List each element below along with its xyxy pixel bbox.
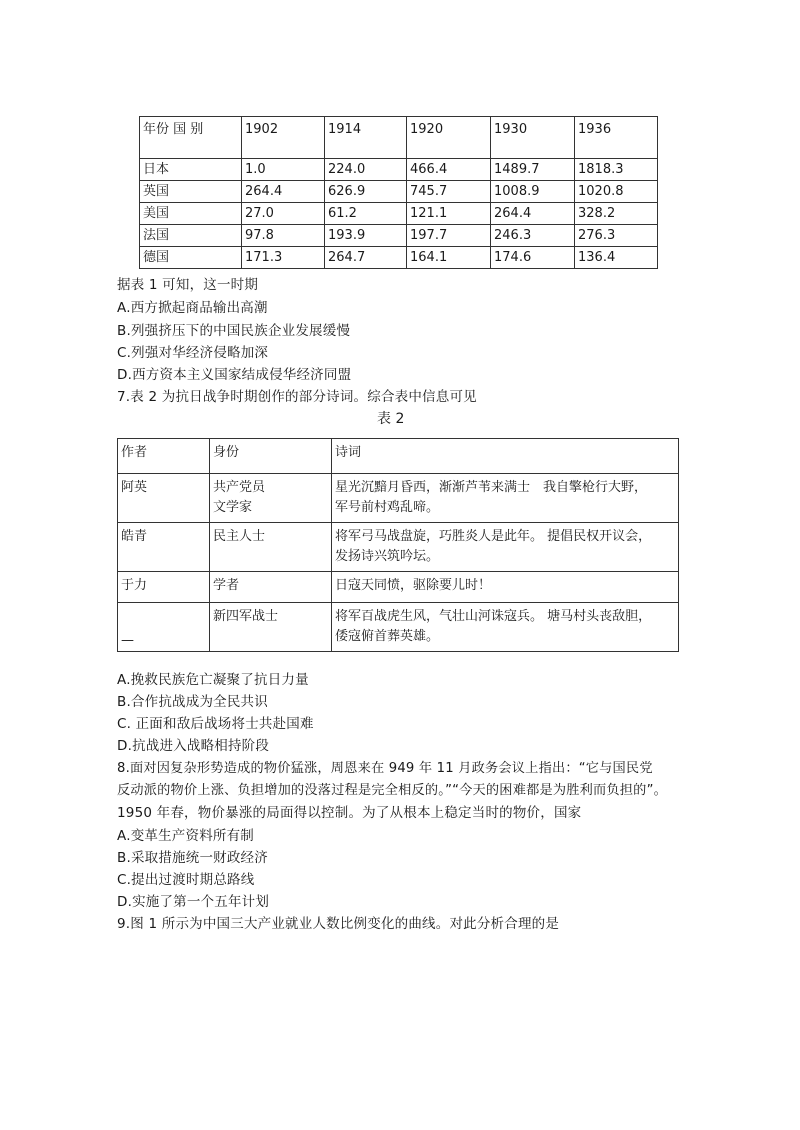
table-cell: 1818.3 [575, 159, 658, 181]
option-c: C.提出过渡时期总路线 [117, 872, 255, 888]
table-cell: 于力 [118, 572, 210, 603]
table-1-header-cell: 1930 [491, 117, 575, 159]
table-row [118, 523, 679, 572]
table-1-header-cell: 年份 国 别 [140, 117, 242, 159]
poem-line: 倭寇俯首葬英雄。 [335, 629, 440, 644]
table-2 [117, 438, 679, 652]
question-8-line: 8.面对因复杂形势造成的物价猛涨，周恩来在 949 年 11 月政务会议上指出：“它与国民党 [117, 761, 653, 776]
table-cell: 626.9 [325, 181, 407, 203]
table-1-header-cell: 1936 [575, 117, 658, 159]
question-8-line: 反动派的物价上涨、负担增加的没落过程是完全相反的。”“今天的困难都是为胜利而负担的”。 [117, 783, 667, 798]
table-cell: 276.3 [575, 225, 658, 247]
table-cell: 171.3 [242, 247, 325, 269]
table-1-header-cell: 1902 [242, 117, 325, 159]
table-cell: 745.7 [407, 181, 491, 203]
table-cell [210, 603, 332, 652]
option-d: D.实施了第一个五年计划 [117, 894, 270, 910]
option-a: A.西方掀起商品输出高潮 [117, 300, 268, 316]
table-row [118, 572, 679, 603]
poem-line: 军号前村鸡乱啼。 [335, 500, 440, 515]
table-row [140, 247, 658, 269]
table-2-header-cell: 作者 [118, 439, 210, 474]
table-1 [139, 116, 658, 269]
table-row [140, 203, 658, 225]
option-d: D.西方资本主义国家结成侵华经济同盟 [117, 367, 352, 383]
poem-line: 将军弓马战盘旋，巧胜炎人是此年。 提倡民权开议会， [335, 529, 652, 544]
table-cell: 136.4 [575, 247, 658, 269]
table-1-header-row [140, 117, 658, 159]
poem-line: 星光沉黯月昏西，渐渐芦苇来满士 我自擎枪行大野， [335, 480, 648, 495]
table-cell: 224.0 [325, 159, 407, 181]
table-cell: 1.0 [242, 159, 325, 181]
table-1-header-cell: 1914 [325, 117, 407, 159]
question-6-stem: 据表 1 可知，这一时期 [117, 277, 259, 293]
table-2-header-cell: 诗词 [332, 439, 679, 474]
table-cell: 264.4 [491, 203, 575, 225]
identity-line: 新四军战士 [213, 609, 279, 624]
table-cell: 日本 [140, 159, 242, 181]
table-cell [332, 603, 679, 652]
table-cell: 264.4 [242, 181, 325, 203]
table-cell: 皓青 [118, 523, 210, 572]
option-c: C. 正面和敌后战场将士共赴国难 [117, 716, 314, 732]
table-row [140, 181, 658, 203]
table-2-title: 表 2 [377, 411, 405, 427]
table-cell: 27.0 [242, 203, 325, 225]
table-2-header-cell: 身份 [210, 439, 332, 474]
poem-line: 日寇天同愤，驱除要儿时！ [335, 578, 492, 593]
table-cell: 121.1 [407, 203, 491, 225]
identity-line: 文学家 [213, 500, 253, 515]
table-cell: 264.7 [325, 247, 407, 269]
table-1-header-cell: 1920 [407, 117, 491, 159]
poem-line: 将军百战虎生风，气壮山河诛寇兵。 塘马村头丧敌胆， [335, 609, 652, 624]
question-8-line: 1950 年春，物价暴涨的局面得以控制。为了从根本上稳定当时的物价，国家 [117, 805, 582, 821]
table-cell: 61.2 [325, 203, 407, 225]
table-row [118, 474, 679, 523]
option-d: D.抗战进入战略相持阶段 [117, 738, 270, 754]
poem-line: 发扬诗兴筑吟坛。 [335, 549, 440, 564]
table-cell: 1020.8 [575, 181, 658, 203]
table-cell: 164.1 [407, 247, 491, 269]
table-cell: 97.8 [242, 225, 325, 247]
table-cell: 466.4 [407, 159, 491, 181]
table-cell [332, 474, 679, 523]
table-cell: 174.6 [491, 247, 575, 269]
question-7-stem: 7.表 2 为抗日战争时期创作的部分诗词。综合表中信息可见 [117, 389, 477, 405]
table-cell: 246.3 [491, 225, 575, 247]
option-b: B.列强挤压下的中国民族企业发展缓慢 [117, 323, 351, 339]
table-cell: 美国 [140, 203, 242, 225]
table-cell: 法国 [140, 225, 242, 247]
table-cell: 1008.9 [491, 181, 575, 203]
identity-line: 民主人士 [213, 529, 266, 544]
option-c: C.列强对华经济侵略加深 [117, 345, 269, 361]
table-cell: 1489.7 [491, 159, 575, 181]
table-cell [332, 523, 679, 572]
identity-line: 共产党员 [213, 480, 266, 495]
option-b: B.合作抗战成为全民共识 [117, 694, 268, 710]
identity-line: 学者 [213, 578, 240, 593]
table-cell [210, 523, 332, 572]
table-cell [210, 474, 332, 523]
table-row [118, 603, 679, 652]
option-a: A.挽救民族危亡凝聚了抗日力量 [117, 672, 309, 688]
question-9-stem: 9.图 1 所示为中国三大产业就业人数比例变化的曲线。对此分析合理的是 [117, 916, 560, 932]
table-cell: — [118, 603, 210, 652]
table-cell: 阿英 [118, 474, 210, 523]
option-a: A.变革生产资料所有制 [117, 828, 254, 844]
table-row [140, 159, 658, 181]
table-cell: 328.2 [575, 203, 658, 225]
table-cell: 197.7 [407, 225, 491, 247]
option-b: B.采取措施统一财政经济 [117, 850, 268, 866]
table-cell: 德国 [140, 247, 242, 269]
table-2-header-row [118, 439, 679, 474]
table-cell [332, 572, 679, 603]
table-cell: 英国 [140, 181, 242, 203]
table-cell [210, 572, 332, 603]
table-row [140, 225, 658, 247]
table-cell: 193.9 [325, 225, 407, 247]
